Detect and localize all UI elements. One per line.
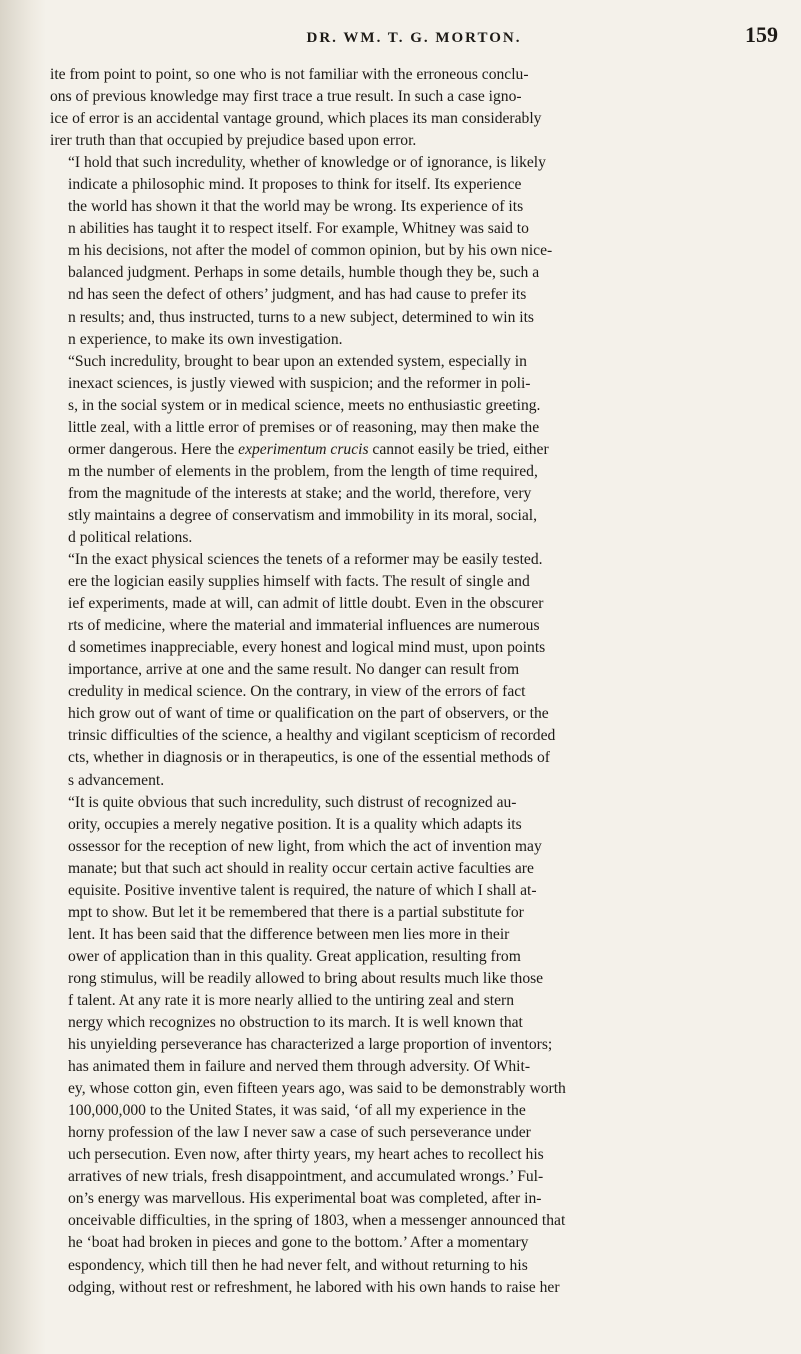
text-line: “Such incredulity, brought to bear upon an extended system, especially in	[68, 352, 527, 370]
text-line: “In the exact physical sciences the tenets of a reformer may be easily tested.	[68, 551, 543, 569]
text-line: rong stimulus, will be readily allowed to bring about results much like those	[68, 969, 544, 987]
text-line: uch persecution. Even now, after thirty years, my heart aches to recollect his	[68, 1146, 544, 1164]
text-line: ower of application than in this quality. Great application, resulting from	[68, 947, 521, 965]
text-line: m the number of elements in the problem, from the length of time required,	[68, 462, 538, 480]
text-line: on’s energy was marvellous. His experimental boat was completed, after in-	[68, 1190, 542, 1208]
paragraph	[50, 152, 778, 350]
text-line: ite from point to point, so one who is not familiar with the erroneous conclu-	[50, 66, 529, 83]
text-line: ossessor for the reception of new light, from which the act of invention may	[68, 837, 542, 855]
text-line: ere the logician easily supplies himself with facts. The result of single and	[68, 573, 530, 591]
text-line: arratives of new trials, fresh disappointment, and accumulated wrongs.’ Ful-	[68, 1168, 544, 1186]
text-line: ice of error is an accidental vantage ground, which places its man considerably	[50, 110, 542, 128]
text-line: “I hold that such incredulity, whether of knowledge or of ignorance, is likely	[68, 154, 546, 172]
text-line: f talent. At any rate it is more nearly allied to the untiring zeal and stern	[68, 991, 515, 1009]
text-line: little zeal, with a little error of premises or of reasoning, may then make the	[68, 418, 540, 436]
paragraph	[50, 792, 778, 1299]
text-line: mpt to show. But let it be remembered that there is a partial substitute for	[68, 903, 524, 921]
text-line: his unyielding perseverance has characterized a large proportion of inventors;	[68, 1036, 553, 1054]
text-line: balanced judgment. Perhaps in some details, humble though they be, such a	[68, 264, 540, 282]
paragraph	[50, 64, 778, 152]
italic-phrase: experimentum crucis	[238, 440, 369, 458]
text-line: inexact sciences, is justly viewed with suspicion; and the reformer in poli-	[68, 374, 531, 392]
text-line: odging, without rest or refreshment, he labored with his own hands to raise her	[68, 1278, 560, 1296]
text-line: n results; and, thus instructed, turns to a new subject, determined to win its	[68, 308, 535, 326]
text-line: ons of previous knowledge may first trace a true result. In such a case igno-	[50, 88, 522, 106]
running-head: DR. WM. T. G. MORTON.	[306, 30, 522, 46]
text-line: s advancement.	[68, 771, 165, 789]
text-line: irer truth than that occupied by prejudice based upon error.	[50, 132, 417, 150]
text-line: onceivable difficulties, in the spring of 1803, when a messenger announced that	[68, 1212, 566, 1230]
text-line: “It is quite obvious that such incredulity, such distrust of recognized au-	[68, 793, 517, 811]
text-line: 100,000,000 to the United States, it was said, ‘of all my experience in the	[68, 1102, 526, 1120]
text-line: nd has seen the defect of others’ judgment, and has had cause to prefer its	[68, 286, 527, 304]
book-page	[50, 22, 778, 1299]
text-line: rts of medicine, where the material and immaterial influences are numerous	[68, 617, 540, 635]
text-line: horny profession of the law I never saw a case of such perseverance under	[68, 1124, 531, 1142]
text-line: espondency, which till then he had never felt, and without returning to his	[68, 1256, 528, 1274]
text-line: stly maintains a degree of conservatism and immobility in its moral, social,	[68, 506, 538, 524]
text-line: n abilities has taught it to respect itself. For example, Whitney was said to	[68, 220, 529, 238]
text-line: s, in the social system or in medical science, meets no enthusiastic greeting.	[68, 396, 541, 414]
paragraph	[50, 549, 778, 792]
text-line: from the magnitude of the interests at stake; and the world, therefore, very	[68, 484, 532, 502]
text-line: m his decisions, not after the model of common opinion, but by his own nice-	[68, 242, 553, 260]
text-line: ey, whose cotton gin, even fifteen years ago, was said to be demonstrably worth	[68, 1080, 566, 1098]
text-line: lent. It has been said that the difference between men lies more in their	[68, 925, 510, 943]
text-line: nergy which recognizes no obstruction to its march. It is well known that	[68, 1014, 523, 1032]
text-line: ority, occupies a merely negative position. It is a quality which adapts its	[68, 815, 522, 833]
text-line: ief experiments, made at will, can admit of little doubt. Even in the obscurer	[68, 595, 544, 613]
text-line: cts, whether in diagnosis or in therapeutics, is one of the essential methods of	[68, 749, 550, 767]
text-line: indicate a philosophic mind. It proposes to think for itself. Its experience	[68, 176, 522, 194]
text-line: importance, arrive at one and the same result. No danger can result from	[68, 661, 520, 679]
text-line: ormer dangerous. Here the experimentum crucis cannot easily be tried, either	[68, 440, 549, 458]
text-line: the world has shown it that the world may be wrong. Its experience of its	[68, 198, 524, 216]
body-text	[50, 64, 778, 1299]
text-line: credulity in medical science. On the contrary, in view of the errors of fact	[68, 683, 526, 701]
text-line: manate; but that such act should in reality occur certain active faculties are	[68, 859, 534, 877]
text-line: trinsic difficulties of the science, a healthy and vigilant scepticism of recorded	[68, 727, 556, 745]
text-line: has animated them in failure and nerved them through adversity. Of Whit-	[68, 1058, 531, 1076]
text-line: d sometimes inappreciable, every honest and logical mind must, upon points	[68, 639, 546, 657]
binding-gutter	[0, 0, 46, 1354]
text-line: d political relations.	[68, 528, 193, 546]
text-line: he ‘boat had broken in pieces and gone to the bottom.’ After a momentary	[68, 1234, 529, 1252]
paragraph	[50, 351, 778, 549]
text-line: n experience, to make its own investigation.	[68, 330, 343, 348]
page-number: 159	[745, 22, 778, 47]
page-header	[50, 22, 778, 58]
text-line: equisite. Positive inventive talent is required, the nature of which I shall at-	[68, 881, 537, 899]
text-line: hich grow out of want of time or qualification on the part of observers, or the	[68, 705, 549, 723]
